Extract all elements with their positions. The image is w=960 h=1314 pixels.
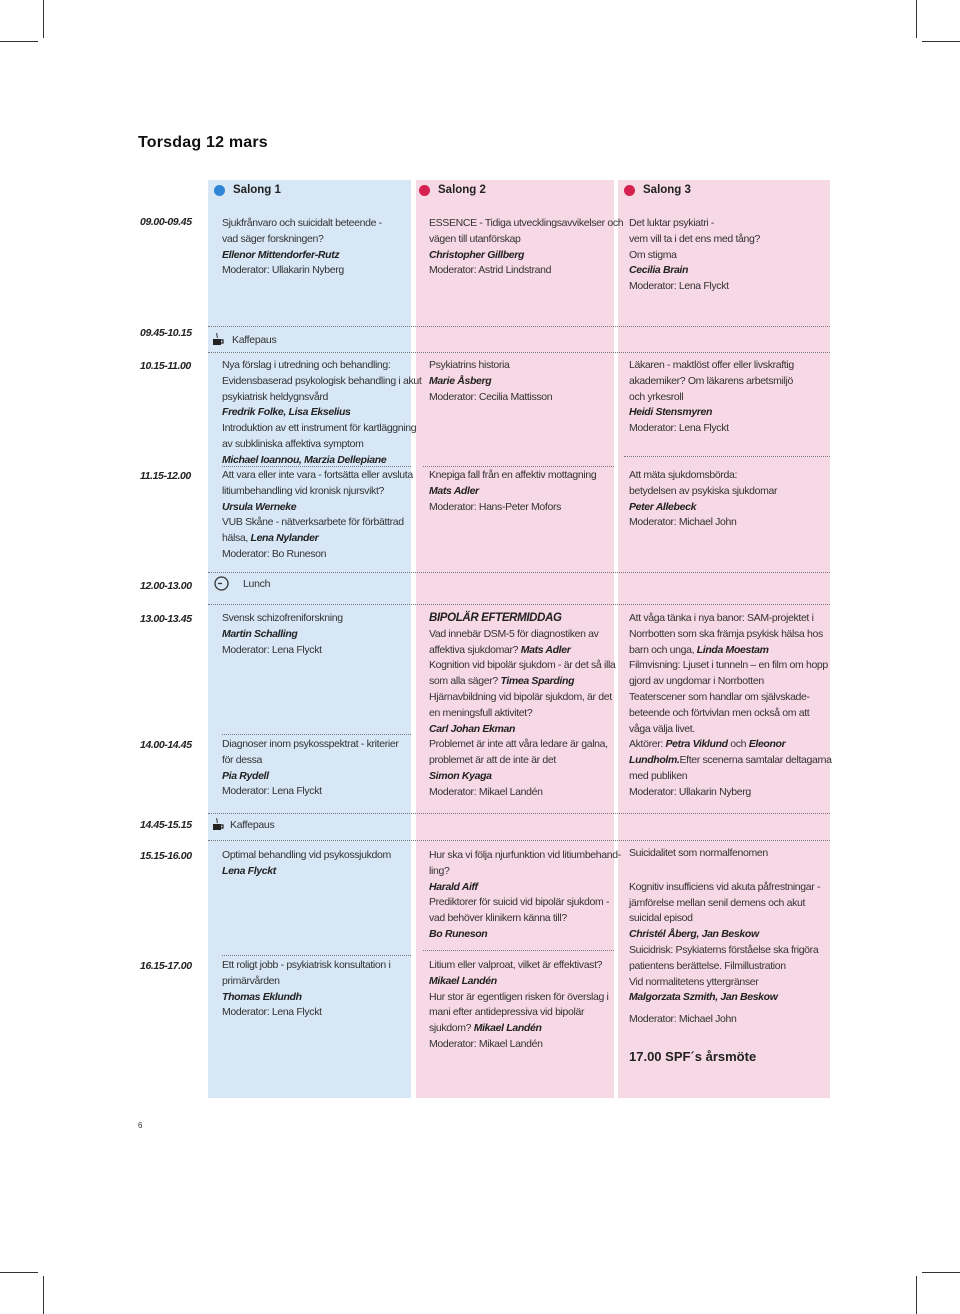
session-title: ESSENCE - Tidiga utvecklingsavvikelser och xyxy=(429,217,624,229)
speaker-name: Christél Åberg, Jan Beskow xyxy=(629,928,759,941)
session-title: Hjärnavbildning vid bipolär sjukdom, är det xyxy=(429,690,612,703)
speaker-name: Michael Ioannou, Marzia Dellepiane xyxy=(222,453,387,466)
speaker-name: Bo Runeson xyxy=(429,927,488,940)
speaker-name: Mats Adler xyxy=(520,643,571,656)
divider xyxy=(423,950,614,951)
session-title: Att våga tänka i nya banor: SAM-projektet i xyxy=(629,612,814,624)
session-block xyxy=(629,216,760,295)
moderator: Moderator: Lena Flyckt xyxy=(629,422,729,435)
session-title: barn och unga, Linda Moestam xyxy=(629,643,769,656)
speaker-name: Heidi Stensmyren xyxy=(629,406,713,419)
divider xyxy=(208,352,830,353)
session-title: en meningsfull aktivitet? xyxy=(429,706,533,719)
red-dot-icon xyxy=(624,185,635,196)
session-title: patientens berättelse. Filmillustration xyxy=(629,959,786,972)
speaker-name: Eleonor xyxy=(748,738,786,751)
session-title: litiumbehandling vid kronisk njursvikt? xyxy=(222,484,385,497)
session-title: Hur stor är egentligen risken för överslag i xyxy=(429,990,609,1003)
session-title: och yrkesroll xyxy=(629,390,684,403)
session-block xyxy=(429,468,596,515)
divider xyxy=(222,955,411,956)
clock-icon xyxy=(214,576,229,591)
session-title: för dessa xyxy=(222,753,263,766)
session-title: Lundholm.Efter scenerna samtalar deltagarna xyxy=(629,754,832,767)
session-title: jämförelse mellan senil demens och akut xyxy=(629,896,806,909)
session-title: affektiva sjukdomar? Mats Adler xyxy=(429,643,571,656)
moderator: Moderator: Lena Flyckt xyxy=(222,785,322,798)
session-block xyxy=(222,358,421,469)
page-title: Torsdag 12 mars xyxy=(138,134,268,151)
speaker-name: Petra Viklund xyxy=(665,738,728,751)
speaker-name: Lena Nylander xyxy=(250,532,319,545)
session-title: Svensk schizofreniforskning xyxy=(222,612,343,624)
session-title: Att mäta sjukdomsbörda: xyxy=(629,469,738,481)
session-title: med publiken xyxy=(629,769,688,782)
moderator: Moderator: Bo Runeson xyxy=(222,547,327,560)
section-heading: BIPOLÄR EFTERMIDDAG xyxy=(429,612,562,624)
session-title: ling? xyxy=(429,864,450,877)
time-slot: 09.45-10.15 xyxy=(140,327,192,339)
speaker-name: Ursula Werneke xyxy=(222,500,297,513)
red-dot-icon xyxy=(419,185,430,196)
session-title: Det luktar psykiatri - xyxy=(629,217,715,229)
speaker-name: Lena Flyckt xyxy=(222,864,276,877)
crop-mark xyxy=(922,1272,960,1273)
moderator: Moderator: Mikael Landén xyxy=(429,1037,543,1050)
crop-mark xyxy=(0,1272,38,1273)
crop-mark xyxy=(922,41,960,42)
session-title: Att vara eller inte vara - fortsätta eller avsluta xyxy=(222,469,413,481)
session-block xyxy=(222,848,391,880)
speaker-name: Thomas Eklundh xyxy=(222,990,302,1003)
session-block xyxy=(629,468,777,531)
moderator: Moderator: Mikael Landén xyxy=(429,785,543,798)
session-title: gjord av ungdomar i Norrbotten xyxy=(629,675,764,688)
blue-dot-icon xyxy=(214,185,225,196)
session-block xyxy=(222,611,343,658)
salong-1-label: Salong 1 xyxy=(233,184,281,196)
time-slot: 13.00-13.45 xyxy=(140,613,192,625)
session-title: vad säger forskningen? xyxy=(222,232,324,245)
session-title: Evidensbaserad psykologisk behandling i akut xyxy=(222,374,422,387)
session-title: Norrbotten som ska främja psykisk hälsa hos xyxy=(629,627,823,640)
moderator: Moderator: Michael John xyxy=(629,1013,737,1026)
moderator: Moderator: Ullakarin Nyberg xyxy=(222,264,344,277)
session-title: Nya förslag i utredning och behandling: xyxy=(222,359,391,371)
session-title: Prediktorer för suicid vid bipolär sjukdom - xyxy=(429,896,610,909)
speaker-name: Mats Adler xyxy=(429,484,479,497)
session-block xyxy=(429,848,621,943)
speaker-name: Peter Allebeck xyxy=(629,500,697,513)
spacer xyxy=(629,862,820,880)
speaker-name: Fredrik Folke, Lisa Ekselius xyxy=(222,406,351,419)
session-title: Kognitiv insufficiens vid akuta påfrestningar - xyxy=(629,880,821,893)
speaker-name: Cecilia Brain xyxy=(629,264,689,277)
session-title: Introduktion av ett instrument för kartläggning xyxy=(222,422,417,435)
coffee-break-label: Kaffepaus xyxy=(232,333,277,346)
coffee-break xyxy=(212,333,276,346)
session-title: Teaterscener som handlar om självskade- xyxy=(629,690,810,703)
session-block xyxy=(429,216,623,279)
session-title: VUB Skåne - nätverksarbete för förbättrad xyxy=(222,516,404,529)
moderator: Moderator: Lena Flyckt xyxy=(222,1006,322,1019)
moderator: Moderator: Cecilia Mattisson xyxy=(429,390,553,403)
session-title: vad behöver klinikern känna till? xyxy=(429,912,567,925)
session-title: beteende och förtvivlan men också om att xyxy=(629,706,810,719)
session-title: Hur ska vi följa njurfunktion vid litiumbehand- xyxy=(429,849,621,861)
divider xyxy=(423,466,614,467)
crop-mark xyxy=(916,1276,917,1314)
session-title: Läkaren - maktlöst offer eller livskraftig xyxy=(629,359,794,371)
session-title: Problemet är inte att våra ledare är galna, xyxy=(429,738,608,751)
time-slot: 16.15-17.00 xyxy=(140,960,192,972)
salong-2-header xyxy=(419,184,486,196)
crop-mark xyxy=(43,0,44,38)
lunch-break xyxy=(214,576,270,591)
coffee-break xyxy=(212,818,274,831)
speaker-name: Timea Sparding xyxy=(500,675,575,688)
session-title: hälsa, Lena Nylander xyxy=(222,532,319,545)
session-title: Knepiga fall från en affektiv mottagning xyxy=(429,469,597,481)
session-block xyxy=(222,737,398,800)
divider xyxy=(624,456,830,457)
session-block xyxy=(629,358,794,437)
divider xyxy=(222,734,411,735)
session-block xyxy=(629,846,820,1028)
time-slot: 11.15-12.00 xyxy=(140,470,191,482)
session-title: Litium eller valproat, vilket är effektivast? xyxy=(429,959,603,971)
session-title: Optimal behandling vid psykossjukdom xyxy=(222,849,391,861)
salong-3-label: Salong 3 xyxy=(643,184,691,196)
speaker-name: Carl Johan Ekman xyxy=(429,722,516,735)
session-title: Psykiatrins historia xyxy=(429,359,510,371)
crop-mark xyxy=(916,0,917,38)
session-title: sjukdom? Mikael Landén xyxy=(429,1022,542,1035)
session-title: problemet är att de inte är det xyxy=(429,754,556,767)
session-title: Aktörer: Petra Viklund och Eleonor xyxy=(629,738,786,751)
session-title: suicidal episod xyxy=(629,912,693,925)
time-slot: 09.00-09.45 xyxy=(140,216,192,228)
speaker-name: Martin Schalling xyxy=(222,627,298,640)
session-block xyxy=(429,958,609,1053)
session-title: Kognition vid bipolär sjukdom - är det så illa xyxy=(429,659,616,672)
session-block xyxy=(429,611,615,801)
moderator: Moderator: Astrid Lindstrand xyxy=(429,264,552,277)
coffee-break-label: Kaffepaus xyxy=(230,818,275,831)
divider xyxy=(208,813,830,814)
session-title: Sjukfrånvaro och suicidalt beteende - xyxy=(222,217,382,229)
session-block xyxy=(429,358,552,405)
session-title: av subkliniska affektiva symptom xyxy=(222,437,364,450)
speaker-name: Linda Moestam xyxy=(696,643,769,656)
lunch-label: Lunch xyxy=(243,577,271,590)
session-block xyxy=(222,958,390,1021)
moderator: Moderator: Michael John xyxy=(629,516,737,529)
speaker-name: Harald Aiff xyxy=(429,880,478,893)
session-block xyxy=(629,611,832,801)
speaker-name: Mikael Landén xyxy=(473,1022,542,1035)
session-title: Vid normalitetens yttergränser xyxy=(629,975,759,988)
page-number: 6 xyxy=(138,1121,143,1130)
time-slot: 14.45-15.15 xyxy=(140,819,192,831)
session-title: Ett roligt jobb - psykiatrisk konsultation i xyxy=(222,959,391,971)
session-title: akademiker? Om läkarens arbetsmiljö xyxy=(629,374,793,387)
divider xyxy=(208,604,830,605)
speaker-name: Pia Rydell xyxy=(222,769,269,782)
coffee-cup-icon xyxy=(212,818,224,831)
speaker-name: Simon Kyaga xyxy=(429,769,492,782)
crop-mark xyxy=(43,1276,44,1314)
session-title: Diagnoser inom psykosspektrat - kriterier xyxy=(222,738,399,750)
session-title: Suicidrisk: Psykiaterns förståelse ska frigöra xyxy=(629,943,819,956)
time-slot: 12.00-13.00 xyxy=(140,580,192,592)
session-title: Suicidalitet som normalfenomen xyxy=(629,847,768,859)
time-slot: 10.15-11.00 xyxy=(140,360,191,372)
session-title: primärvården xyxy=(222,974,280,987)
session-title: vägen till utanförskap xyxy=(429,232,521,245)
session-block xyxy=(222,468,413,563)
session-block xyxy=(222,216,382,279)
session-title: Filmvisning: Ljuset i tunneln – en film om hopp xyxy=(629,659,828,672)
session-title: mani efter antidepressiva vid bipolär xyxy=(429,1006,585,1019)
salong-2-label: Salong 2 xyxy=(438,184,486,196)
time-slot: 14.00-14.45 xyxy=(140,739,192,751)
salong-3-header xyxy=(624,184,691,196)
moderator: Moderator: Hans-Peter Mofors xyxy=(429,500,562,513)
moderator: Moderator: Lena Flyckt xyxy=(222,643,322,656)
session-title: våga välja livet. xyxy=(629,722,695,735)
session-title: som alla säger? Timea Sparding xyxy=(429,675,575,688)
session-title: vem vill ta i det ens med tång? xyxy=(629,232,760,245)
moderator: Moderator: Ullakarin Nyberg xyxy=(629,785,751,798)
speaker-name: Mikael Landén xyxy=(429,974,497,987)
session-title: Om stigma xyxy=(629,248,677,261)
speaker-name: Marie Åsberg xyxy=(429,374,492,387)
crop-mark xyxy=(0,41,38,42)
divider xyxy=(208,572,830,573)
salong-1-header xyxy=(214,184,281,196)
coffee-cup-icon xyxy=(212,333,224,346)
time-slot: 15.15-16.00 xyxy=(140,850,192,862)
speaker-name: Christopher Gillberg xyxy=(429,248,525,261)
speaker-name: Ellenor Mittendorfer-Rutz xyxy=(222,248,340,261)
divider xyxy=(208,840,830,841)
moderator: Moderator: Lena Flyckt xyxy=(629,280,729,293)
session-title: betydelsen av psykiska sjukdomar xyxy=(629,484,778,497)
speaker-name: Lundholm. xyxy=(629,754,680,767)
annual-meeting: 17.00 SPF´s årsmöte xyxy=(629,1049,757,1064)
divider xyxy=(208,326,830,327)
session-title: Vad innebär DSM-5 för diagnostiken av xyxy=(429,627,599,640)
session-title: psykiatrisk heldygnsvård xyxy=(222,390,328,403)
speaker-name: Malgorzata Szmith, Jan Beskow xyxy=(629,991,778,1004)
